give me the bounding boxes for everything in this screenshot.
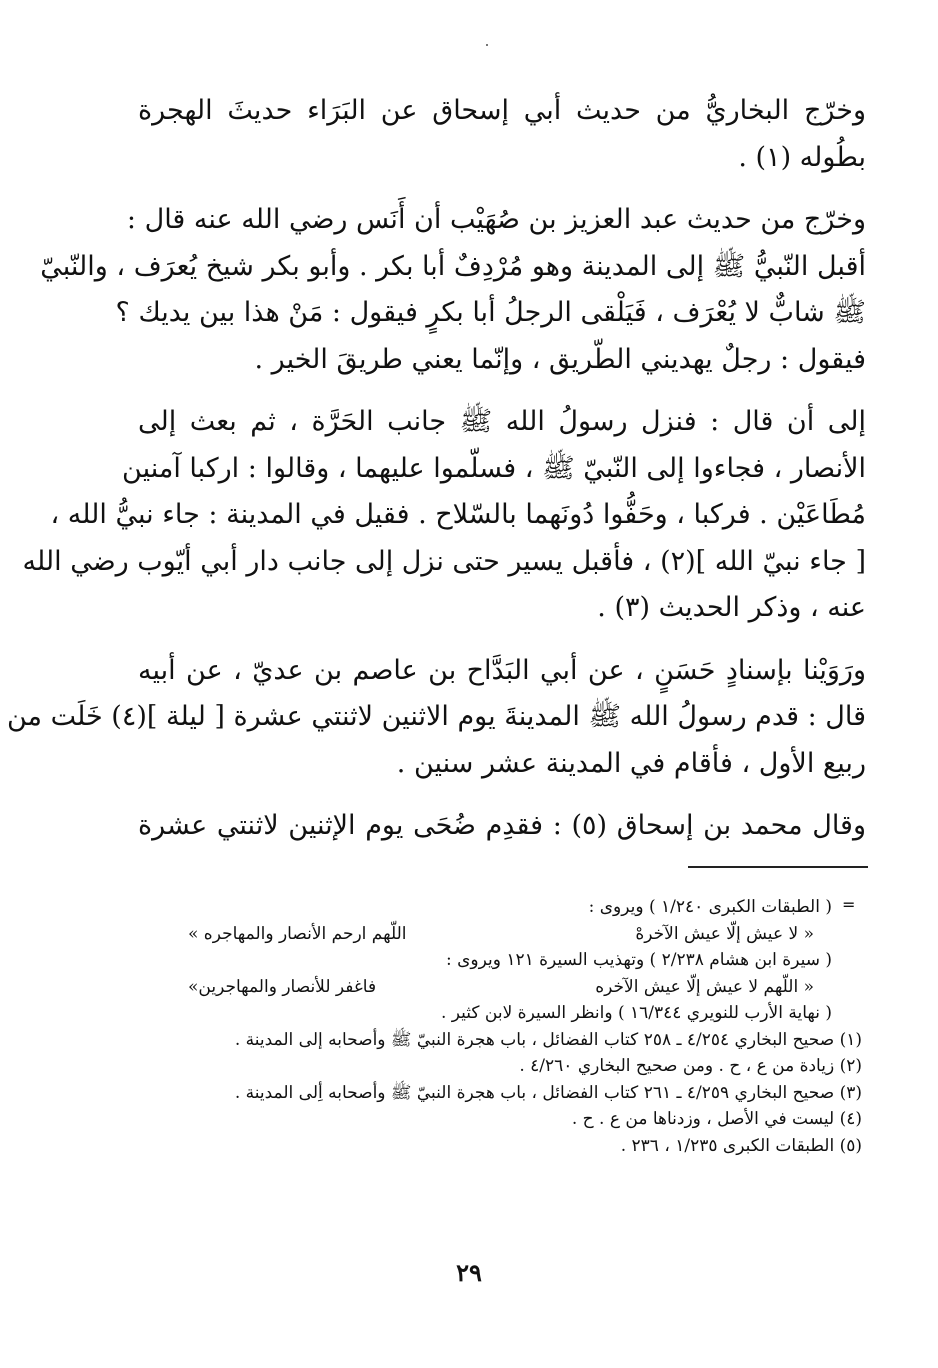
footnote-1: (١) صحيح البخاري ٤/٢٥٤ ـ ٢٥٨ كتاب الفضائل ، باب هجرة النبيّ ﷺ وأصحابه إلى المدينة . bbox=[234, 1029, 862, 1050]
footnotes bbox=[140, 894, 862, 1159]
paragraph-4 bbox=[6, 648, 866, 788]
text-line: عنه ، وذكر الحديث (٣) . bbox=[597, 592, 866, 623]
paragraph-5 bbox=[138, 803, 866, 850]
text-line: أقبل النّبيُّ ﷺ إلى المدينة وهو مُرْدِفٌ أبا بكر . وأبو بكر شيخ يُعرَف ، والنّبيّ bbox=[40, 250, 866, 282]
text-line: وخرّج البخاريُّ من حديث أبي إسحاق عن البَرَاء حديثَ الهجرة bbox=[138, 95, 866, 126]
verse-hemistich-right: « لا عيش إلّا عيش الآخرهْ bbox=[635, 923, 814, 944]
footnote-verse bbox=[140, 974, 862, 1001]
footnote-line: ( سيرة ابن هشام ٢/٢٣٨ ) وتهذيب السيرة ١٢١ ويروى : bbox=[445, 950, 832, 970]
footnote-5: (٥) الطبقات الكبرى ١/٢٣٥ ، ٢٣٦ . bbox=[620, 1135, 862, 1156]
page-number: ٢٩ bbox=[456, 1258, 482, 1287]
footnote-line: ( نهاية الأرب للنويري ١٦/٣٤٤ ) وانظر السيرة لابن كثير . bbox=[440, 1003, 832, 1023]
text-line: ورَوَيْنا بإسنادٍ حَسَنٍ ، عن أبي البَدَّاح بن عاصم بن عديّ ، عن أبيه bbox=[138, 654, 866, 686]
text-line: فيقول : رجلٌ يهديني الطّريق ، وإنّما يعني طريقَ الخير . bbox=[254, 343, 866, 375]
footnote-3: (٣) صحيح البخاري ٤/٢٥٩ ـ ٢٦١ كتاب الفضائل ، باب هجرة النبيّ ﷺ وأصحابه أِلى المدينة . bbox=[234, 1082, 862, 1103]
verse-hemistich-right: « اللّهم لا عيش إلّا عيش الآخره bbox=[595, 976, 814, 997]
footnote-4: (٤) ليست في الأصل ، وزدناها من ع . ح . bbox=[571, 1109, 862, 1129]
footnote-separator bbox=[688, 866, 868, 868]
text-line: وقال محمد بن إسحاق (٥) : فقدِم ضُحَى يوم الإثنين لاثنتي عشرة bbox=[138, 810, 866, 841]
text-line: إلى أن قال : فنزل رسولُ الله ﷺ جانب الحَرَّة ، ثم بعث إلى bbox=[138, 406, 866, 437]
paragraph-1 bbox=[138, 88, 866, 181]
text-line: ربيع الأول ، فأقام في المدينة عشر سنين . bbox=[396, 747, 866, 779]
text-line: قال : قدم رسولُ الله ﷺ المدينةَ يوم الاثنين لاثنتي عشرة [ ليلة ](٤) خَلَت من bbox=[6, 701, 866, 732]
text-line: [ جاء نبيّ الله ](٢) ، فأقبل يسير حتى نزل إلى جانب دار أبي أيّوب رضي الله bbox=[22, 545, 866, 577]
text-line: بطُوله (١) . bbox=[738, 141, 866, 173]
footnote-line: ( الطبقات الكبرى ١/٢٤٠ ) ويروى : bbox=[588, 897, 832, 917]
footnote-verse bbox=[140, 921, 862, 948]
paragraph-2 bbox=[40, 197, 866, 383]
verse-hemistich-left: اللّهم ارحم الأنصار والمهاجره » bbox=[188, 923, 407, 944]
text-line: مُطَاعَيْن . فركبا ، وحَفُّوا دُونَهما بالسّلاح . فقيل في المدينة : جاء نبيُّ الله ، bbox=[50, 499, 866, 530]
footnote-continuation-mark: = bbox=[842, 895, 856, 914]
paragraph-3 bbox=[22, 399, 866, 632]
text-line: وخرّج من حديث عبد العزيز بن صُهَيْب أن أَنَس رضي الله عنه قال : bbox=[126, 204, 866, 235]
main-text bbox=[6, 88, 866, 866]
scan-speck bbox=[486, 44, 488, 46]
text-line: الأنصار ، فجاءوا إلى النّبيّ ﷺ ، فسلّموا عليهما ، وقالوا : اركبا آمنين bbox=[122, 452, 866, 484]
text-line: ﷺ شابٌّ لا يُعْرَف ، فَيَلْقى الرجلُ أبا بكرٍ فيقول : مَنْ هذا بين يديك ؟ bbox=[115, 297, 866, 328]
verse-hemistich-left: فاغفر للأنصار والمهاجرين» bbox=[188, 976, 377, 997]
footnote-2: (٢) زيادة من ع ، ح . ومن صحيح البخاري ٤/٢٦٠ . bbox=[519, 1056, 862, 1076]
